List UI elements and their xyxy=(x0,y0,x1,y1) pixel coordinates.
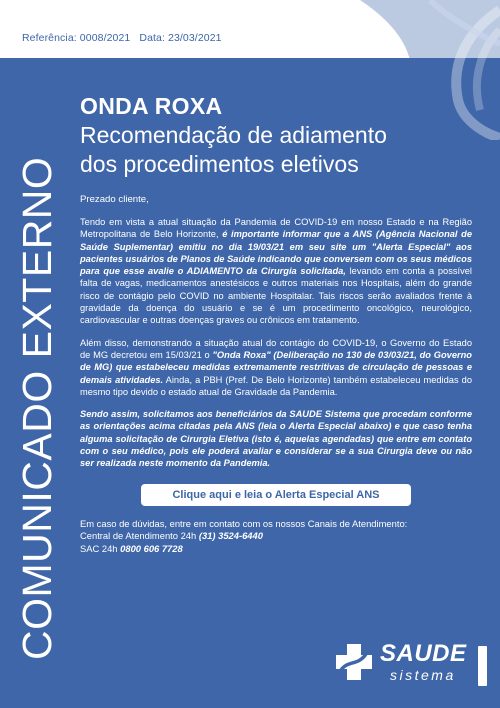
medical-cross-icon xyxy=(332,640,376,684)
logo-subtitle: sistema xyxy=(390,667,456,683)
logo-name: SAUDE xyxy=(380,640,467,667)
alert-link-button[interactable]: Clique aqui e leia o Alerta Especial ANS xyxy=(141,484,411,506)
paragraph-text: levando em conta a possível falta de vagas, medicamentos anestésicos e outros materiais nos Hospitais, além do grande risco de contágio pelo COVID no ambiente Hospitalar. Tais riscos serão avaliados frente à gravidade da doença do usuário e se é um procedimento oncológico, neurológico, cardiovascular e outras doenças graves ou crônicos em tratamento. xyxy=(80,266,472,326)
contact-intro: Em caso de dúvidas, entre em contato com os nossos Canais de Atendimento: xyxy=(80,517,408,529)
central-phone[interactable]: (31) 3524-6440 xyxy=(198,530,263,542)
paragraph-emphasis: "Onda Roxa" (Deliberação no 130 de 03/03/21, do Governo de MG) que estabeleceu medidas extremamente restritivas de circulação de pessoas e demais atividades. xyxy=(80,349,472,385)
subtitle-line-2: dos procedimentos eletivos xyxy=(80,151,359,177)
paragraph-ans-alert xyxy=(80,216,472,327)
paragraph-text: Além disso, demonstrando a situação atual do contágio do COVID-19, o Governo do Estado de MG decretou em 15/03/21 o xyxy=(80,337,472,360)
reference-line xyxy=(22,32,222,44)
sac-phone[interactable]: 0800 606 7728 xyxy=(120,542,183,554)
ans-registration-tag xyxy=(478,646,487,686)
paragraph-emphasis: Sendo assim, solicitamos aos beneficiários da SAUDE Sistema que procedam conforme as orientações acima citadas pela ANS (leia o Alerta Especial abaixo) e que caso tenha alguma solicitação de Cirurgia Eletiva (isto é, aquelas agendadas) que entre em contato com o seu médico, pois ele poderá avaliar e considerar se a sua Cirurgia deve ou não ser realizada neste momento da Pandemia. xyxy=(80,409,472,469)
greeting: Prezado cliente, xyxy=(80,194,149,205)
saude-sistema-logo xyxy=(332,638,482,690)
main-content xyxy=(80,92,472,555)
paragraph-text: Tendo em vista a atual situação da Pandemia de COVID-19 em nosso Estado e na Região Metropolitana de Belo Horizonte, xyxy=(80,217,472,240)
sidebar-title: COMUNICADO EXTERNO xyxy=(14,156,60,660)
contact-sac xyxy=(80,543,472,556)
subtitle-line-1: Recomendação de adiamento xyxy=(80,122,387,148)
sac-label: SAC 24h xyxy=(80,542,121,554)
central-label: Central de Atendimento 24h xyxy=(80,530,199,542)
paragraph-emphasis: é importante informar que a ANS (Agência Nacional de Saúde Suplementar) emitiu no dia 19/03/21 em seu site um "Alerta Especial" aos pacientes usuários de Planos de Saúde indicando que conversem com os seus médicos para que esse avalie o ADIAMENTO da Cirurgia solicitada, xyxy=(80,229,472,277)
headline: ONDA ROXA xyxy=(80,93,223,119)
reference-number: Referência: 0008/2021 xyxy=(22,32,131,44)
paragraph-onda-roxa xyxy=(80,337,472,398)
contact-central xyxy=(80,530,472,543)
contact-info xyxy=(80,518,472,556)
paragraph-request xyxy=(80,408,472,469)
document-date: Data: 23/03/2021 xyxy=(139,32,222,44)
paragraph-text: Ainda, a PBH (Pref. De Belo Horizonte) também estabeleceu medidas do mesmo tipo devido o estado atual de Gravidade da Pandemia. xyxy=(80,374,472,397)
